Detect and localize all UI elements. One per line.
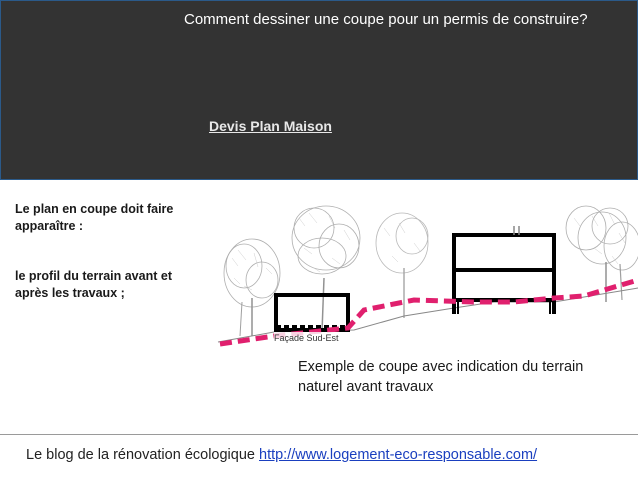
header-banner	[0, 0, 638, 180]
devis-plan-maison-link[interactable]: Devis Plan Maison	[209, 118, 332, 134]
footer	[26, 447, 537, 463]
figure-caption: Exemple de coupe avec indication du terrain naturel avant travaux	[298, 359, 584, 395]
intro-text: Le plan en coupe doit faire apparaître :	[15, 202, 174, 233]
footer-link[interactable]: http://www.logement-eco-responsable.com/	[259, 447, 538, 463]
page-title: Comment dessiner une coupe pour un permis de construire?	[184, 11, 588, 28]
tree-illustrations	[224, 206, 638, 336]
footer-text: Le blog de la rénovation écologique	[26, 447, 255, 463]
section-drawing	[214, 198, 638, 348]
terrain-profile-text: le profil du terrain avant et après les travaux ;	[15, 269, 172, 300]
facade-label: Façade Sud-Est	[274, 333, 339, 343]
small-house-section	[276, 295, 348, 330]
footer-divider	[0, 434, 638, 435]
